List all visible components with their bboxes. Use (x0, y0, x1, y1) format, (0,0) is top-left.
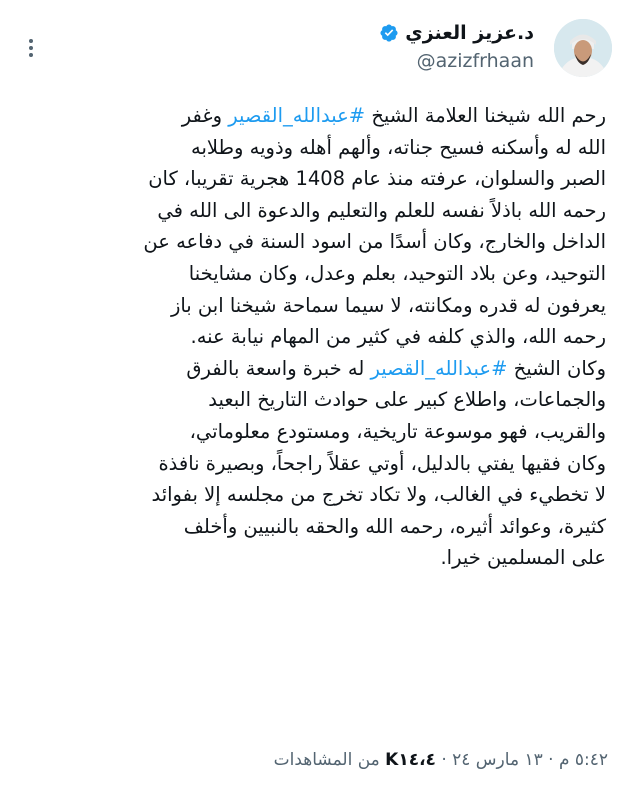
tweet-line (14, 511, 606, 543)
tweet-text-segment: لا تخطيء في الغالب، ولا تكاد تخرج من مجلسه إلا بفوائد (151, 483, 606, 507)
tweet-timestamp[interactable]: ٥:٤٢ م · ١٣ مارس ٢٤ · (435, 750, 608, 770)
tweet-text-segment: كثيرة، وعوائد أثيره، رحمه الله والحقه بالنبيين وأخلف (183, 514, 606, 538)
tweet-line (14, 195, 606, 227)
tweet-line (14, 416, 606, 448)
avatar[interactable] (554, 19, 612, 77)
tweet-line (14, 321, 606, 353)
hashtag-link[interactable]: #عبدالله_القصير (370, 356, 508, 380)
handle[interactable]: @azizfrhaan (416, 50, 534, 72)
tweet-line (14, 384, 606, 416)
tweet-text (14, 100, 606, 574)
views-count: K١٤،٤ (385, 750, 436, 770)
tweet-text-segment: وغفر (181, 104, 229, 127)
tweet-line (14, 132, 606, 164)
tweet-text-segment: الداخل والخارج، وكان أسدًا من اسود السنة في دفاعه عن (143, 230, 606, 254)
tweet-line (14, 226, 606, 258)
tweet-text-segment: التوحيد، وعن بلاد التوحيد، بعلم وعدل، وكان مشايخنا (188, 261, 606, 285)
author-names (379, 22, 534, 72)
tweet-text-segment: على المسلمين خيرا. (440, 546, 606, 570)
tweet-line (14, 163, 606, 195)
verified-badge-icon (379, 23, 399, 43)
vertical-ellipsis-icon (29, 39, 33, 43)
hashtag-link[interactable]: #عبدالله_القصير (228, 104, 366, 127)
display-name-row (379, 22, 534, 44)
profile-photo-icon (554, 19, 612, 77)
tweet-line (14, 353, 606, 385)
tweet-text-segment: له خبرة واسعة بالفرق (186, 356, 371, 380)
more-options-button[interactable] (24, 36, 38, 62)
vertical-ellipsis-dot (29, 46, 33, 50)
tweet-header (0, 0, 622, 100)
tweet-line (14, 479, 606, 511)
tweet-text-segment: يعرفون له قدره ومكانته، لا سيما سماحة شيخنا ابن باز (170, 293, 606, 317)
tweet-line (14, 258, 606, 290)
tweet-text-segment: الصبر والسلوان، عرفته منذ عام 1408 هجرية تقريبا، كان (148, 167, 606, 191)
tweet-text-segment: رحمه الله، والذي كلفه في كثير من المهام نيابة عنه. (190, 325, 606, 349)
tweet-text-segment: والقريب، فهو موسوعة تاريخية، ومستودع معلوماتي، (189, 419, 606, 443)
tweet-text-segment: وكان فقيها يفتي بالدليل، أوتي عقلاً راجحاً، وبصيرة نافذة (158, 451, 606, 475)
tweet-text-segment: الله له وأسكنه فسيح جناته، وألهم أهله وذويه وطلابه (191, 135, 606, 159)
tweet-text-segment: رحمه الله باذلاً نفسه للعلم والتعليم والدعوة الى الله في (157, 198, 606, 222)
tweet-line (14, 290, 606, 322)
vertical-ellipsis-dot (29, 53, 33, 57)
tweet-text-segment: والجماعات، واطلاع كبير على حوادث التاريخ البعيد (208, 388, 606, 412)
views-label: من المشاهدات (273, 750, 386, 770)
tweet-line (14, 542, 606, 574)
tweet-text-segment: وكان الشيخ (507, 356, 606, 380)
tweet-meta (274, 750, 608, 770)
tweet-line (14, 448, 606, 480)
tweet-line (14, 100, 606, 132)
tweet-text-segment: رحم الله شيخنا العلامة الشيخ (365, 104, 606, 127)
display-name[interactable]: د.عزيز العنزي (405, 22, 534, 44)
